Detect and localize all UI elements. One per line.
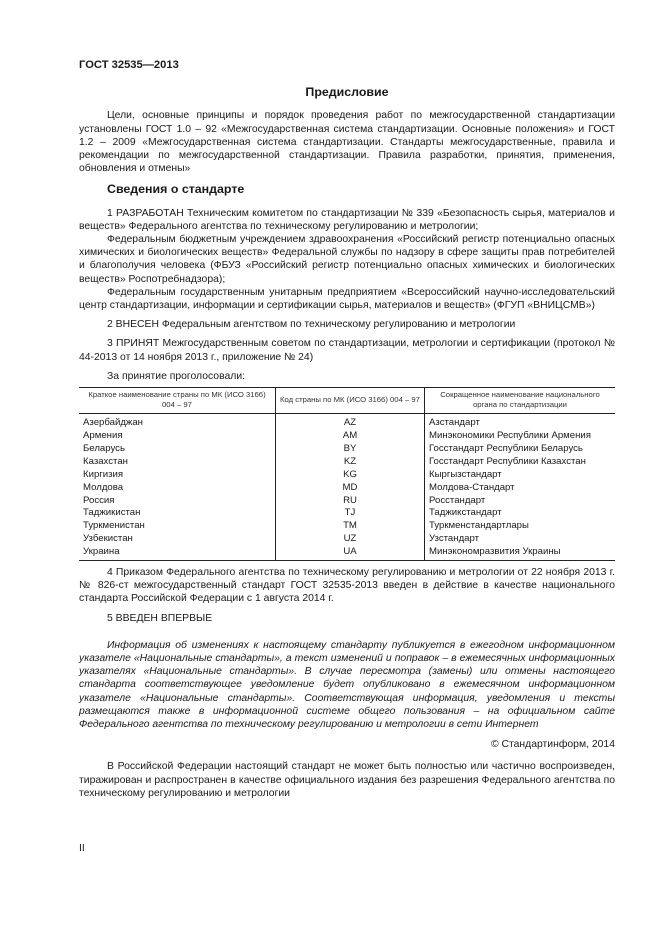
- table-row: [79, 430, 615, 443]
- table-row: [79, 456, 615, 469]
- table-header-row: [79, 388, 615, 414]
- voted-label: За принятие проголосовали:: [107, 370, 246, 382]
- table-row: [79, 520, 615, 533]
- page-number: II: [79, 843, 85, 854]
- country-code: UZ: [276, 533, 425, 546]
- country-code: AZ: [276, 414, 425, 430]
- country-code: BY: [276, 443, 425, 456]
- national-body: Минэкономики Республики Армения: [425, 430, 616, 443]
- item-2-introduced: 2 ВНЕСЕН Федеральным агентством по техническому регулированию и метрологии: [107, 319, 516, 331]
- national-body: Госстандарт Республики Беларусь: [425, 443, 616, 456]
- country-code: KG: [276, 469, 425, 482]
- item-3-adopted: 3 ПРИНЯТ Межгосударственным советом по стандартизации, метрологии и сертификации (протокол № 44-2013 от 14 ноября 2013 г., приложение № 24): [79, 338, 615, 363]
- foreword-title: Предисловие: [305, 85, 389, 100]
- country-code: AM: [276, 430, 425, 443]
- national-body: Кыргызстандарт: [425, 469, 616, 482]
- country-name: Россия: [83, 494, 115, 506]
- country-code: KZ: [276, 456, 425, 469]
- item-1-codeveloper-fgup: Федеральным государственным унитарным предприятием «Всероссийский научно-исследовательский центр стандартизации, информации и сертификации сырья, материалов и веществ» (ФГУП «ВНИЦСМВ»): [79, 286, 615, 312]
- table-row: [79, 507, 615, 520]
- item-4-order: 4 Приказом Федерального агентства по техническому регулированию и метрологии от 22 ноября 2013 г. № 826-ст межгосударственный стандарт ГОСТ 32535-2013 введен в действие в качестве национального стандарта Российской Федерации с 1 августа 2014 г.: [79, 567, 615, 605]
- header-country-name: Краткое наименование страны по МК (ИСО 3166) 004 – 97: [79, 388, 276, 414]
- country-code: UA: [276, 546, 425, 560]
- country-name: Казахстан: [83, 455, 128, 467]
- table-row: [79, 443, 615, 456]
- table-row: [79, 414, 615, 430]
- country-code: RU: [276, 495, 425, 508]
- country-name: Украина: [79, 546, 276, 560]
- national-body: Туркменстандартлары: [425, 520, 616, 533]
- table-row: [79, 495, 615, 508]
- country-code: TM: [276, 520, 425, 533]
- country-name: Армения: [83, 429, 123, 441]
- country-code: MD: [276, 482, 425, 495]
- header-country-code: Код страны по МК (ИСО 3166) 004 – 97: [276, 388, 425, 414]
- national-body: Таджикстандарт: [425, 507, 616, 520]
- item-5-first-introduced: 5 ВВЕДЕН ВПЕРВЫЕ: [107, 612, 213, 624]
- table-row: [79, 546, 615, 560]
- standard-info-title: Сведения о стандарте: [107, 182, 245, 197]
- country-name: Узбекистан: [83, 533, 133, 545]
- table-row: [79, 533, 615, 546]
- foreword-text: Цели, основные принципы и порядок проведения работ по межгосударственной стандартизации установлены ГОСТ 1.0 – 92 «Межгосударственная система стандартизации. Основные положения» и ГОСТ 1.2 – 2009 «Межгосударственная система стандартизации. Стандарты межгосударственные, правила и рекомендации по межгосударственной стандартизации. Правила разработки, принятия, применения, обновления и отмены»: [79, 110, 615, 175]
- national-body: Узстандарт: [425, 533, 616, 546]
- national-body: Молдова-Стандарт: [425, 482, 616, 495]
- country-name: Таджикистан: [83, 507, 141, 519]
- country-name: Киргизия: [83, 468, 124, 480]
- national-body: Азстандарт: [425, 414, 616, 430]
- country-name: Молдова: [83, 481, 124, 493]
- national-body: Минэкономразвития Украины: [425, 546, 616, 560]
- voting-countries-table: [79, 387, 615, 561]
- item-1-developer: 1 РАЗРАБОТАН Техническим комитетом по стандартизации № 339 «Безопасность сырья, материалов и веществ» Федерального агентства по техническому регулированию и метрологии;: [79, 207, 615, 232]
- reproduction-rights: В Российской Федерации настоящий стандарт не может быть полностью или частично воспроизведен, тиражирован и распространен в качестве официального издания без разрешения Федерального агентства по техническому регулированию и метрологии: [79, 761, 615, 799]
- national-body: Госстандарт Республики Казахстан: [425, 456, 616, 469]
- country-name: Туркменистан: [83, 520, 145, 532]
- table-row: [79, 482, 615, 495]
- page-content: [79, 59, 615, 800]
- header-national-body: Сокращенное наименование национального органа по стандартизации: [425, 388, 616, 414]
- table-row: [79, 469, 615, 482]
- item-1-codeveloper-fbuz: Федеральным бюджетным учреждением здравоохранения «Российский регистр потенциально опасных химических и биологических веществ» Федеральной службы по надзору в сфере защиты прав потребителей и благополучия человека (ФБУЗ «Российский регистр потенциально опасных химических и биологических веществ» Роспотребнадзора);: [79, 234, 615, 285]
- document-code: ГОСТ 32535—2013: [79, 59, 179, 71]
- national-body: Росстандарт: [425, 495, 616, 508]
- changes-notice: Информация об изменениях к настоящему стандарту публикуется в ежегодном информационном указателе «Национальные стандарты», а текст изменений и поправок – в ежемесячных информационных указателях «Национальные стандарты». В случае пересмотра (замены) или отмены настоящего стандарта соответствующее уведомление будет опубликовано в ежемесячном информационном указателе «Национальные стандарты». Соответствующая информация, уведомления и тексты размещаются также в информационной системе общего пользования – на официальном сайте Федерального агентства по техническому регулированию и метрологии в сети Интернет: [79, 639, 615, 731]
- country-code: TJ: [276, 507, 425, 520]
- country-name: Азербайджан: [83, 417, 143, 429]
- copyright: © Стандартинформ, 2014: [490, 739, 615, 751]
- country-name: Беларусь: [83, 442, 125, 454]
